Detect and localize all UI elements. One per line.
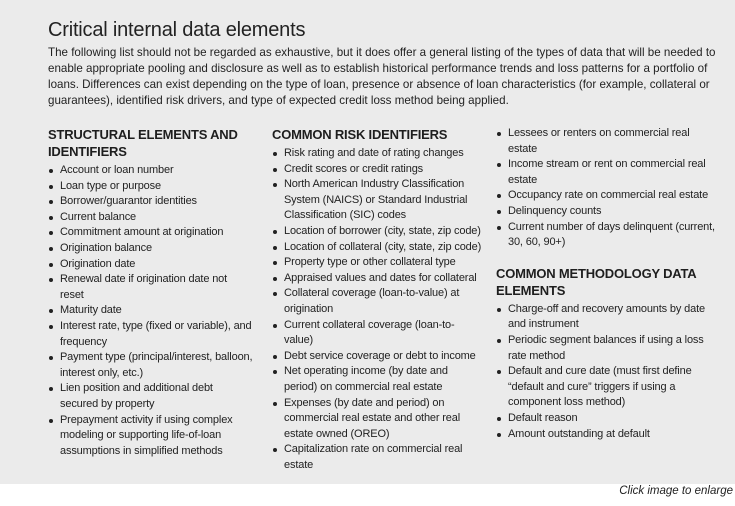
risk-list-continued [496, 126, 721, 251]
list-item: Expenses (by date and period) on commercial real estate and other real estate owned (OREO) [272, 396, 482, 443]
list-item: Debt service coverage or debt to income [272, 349, 482, 365]
list-item: Capitalization rate on commercial real estate [272, 442, 482, 473]
list-item: Prepayment activity if using complex modeling or supporting life-of-loan assumptions in simplified methods [48, 413, 253, 460]
risk-list [272, 146, 482, 473]
structural-heading: STRUCTURAL ELEMENTS AND IDENTIFIERS [48, 127, 238, 159]
list-item: Origination balance [48, 241, 253, 257]
list-item: Collateral coverage (loan-to-value) at origination [272, 286, 482, 317]
list-item: Occupancy rate on commercial real estate [496, 188, 721, 204]
list-item: Maturity date [48, 303, 253, 319]
list-item: Account or loan number [48, 163, 253, 179]
structural-column [48, 126, 253, 459]
list-item: Income stream or rent on commercial real estate [496, 157, 721, 188]
list-item: North American Industry Classification System (NAICS) or Standard Industrial Classification (SIC) codes [272, 177, 482, 224]
list-item: Location of borrower (city, state, zip code) [272, 224, 482, 240]
list-item: Risk rating and date of rating changes [272, 146, 482, 162]
list-item: Commitment amount at origination [48, 225, 253, 241]
list-item: Location of collateral (city, state, zip code) [272, 240, 482, 256]
methodology-heading: COMMON METHODOLOGY DATA ELEMENTS [496, 265, 697, 298]
list-item: Current collateral coverage (loan-to-value) [272, 318, 482, 349]
structural-list [48, 163, 253, 459]
list-item: Loan type or purpose [48, 179, 253, 195]
list-item: Property type or other collateral type [272, 255, 482, 271]
list-item: Borrower/guarantor identities [48, 194, 253, 210]
list-item: Amount outstanding at default [496, 427, 721, 443]
methodology-list [496, 302, 721, 442]
list-item: Credit scores or credit ratings [272, 162, 482, 178]
list-item: Current number of days delinquent (current, 30, 60, 90+) [496, 220, 721, 251]
list-item: Default and cure date (must first define “default and cure” triggers if using a component loss method) [496, 364, 721, 411]
enlarge-link[interactable]: Click image to enlarge [619, 485, 733, 497]
page-title: Critical internal data elements [48, 19, 306, 41]
risk-continued-column [496, 126, 721, 442]
list-item: Renewal date if origination date not reset [48, 272, 253, 303]
list-item: Interest rate, type (fixed or variable), and frequency [48, 319, 253, 350]
list-item: Current balance [48, 210, 253, 226]
list-item: Net operating income (by date and period) on commercial real estate [272, 364, 482, 395]
list-item: Appraised values and dates for collateral [272, 271, 482, 287]
list-item: Delinquency counts [496, 204, 721, 220]
risk-heading: COMMON RISK IDENTIFIERS [272, 127, 448, 142]
list-item: Lien position and additional debt secured by property [48, 381, 253, 412]
list-item: Periodic segment balances if using a loss rate method [496, 333, 721, 364]
list-item: Default reason [496, 411, 721, 427]
list-item: Payment type (principal/interest, balloon, interest only, etc.) [48, 350, 253, 381]
list-item: Charge-off and recovery amounts by date and instrument [496, 302, 721, 333]
risk-column [272, 126, 482, 473]
intro-paragraph: The following list should not be regarded as exhaustive, but it does offer a general listing of the types of data that will be needed to enable appropriate pooling and disclosure as well as to establish historical performance trends and loss patterns for a portfolio of loans. Differences can exist depending on the type of loan, presence or absence of loan characteristics (for example, collateral or guarantees), identified risk drivers, and type of expected credit loss method being applied. [48, 46, 716, 107]
list-item: Lessees or renters on commercial real estate [496, 126, 721, 157]
list-item: Origination date [48, 257, 253, 273]
